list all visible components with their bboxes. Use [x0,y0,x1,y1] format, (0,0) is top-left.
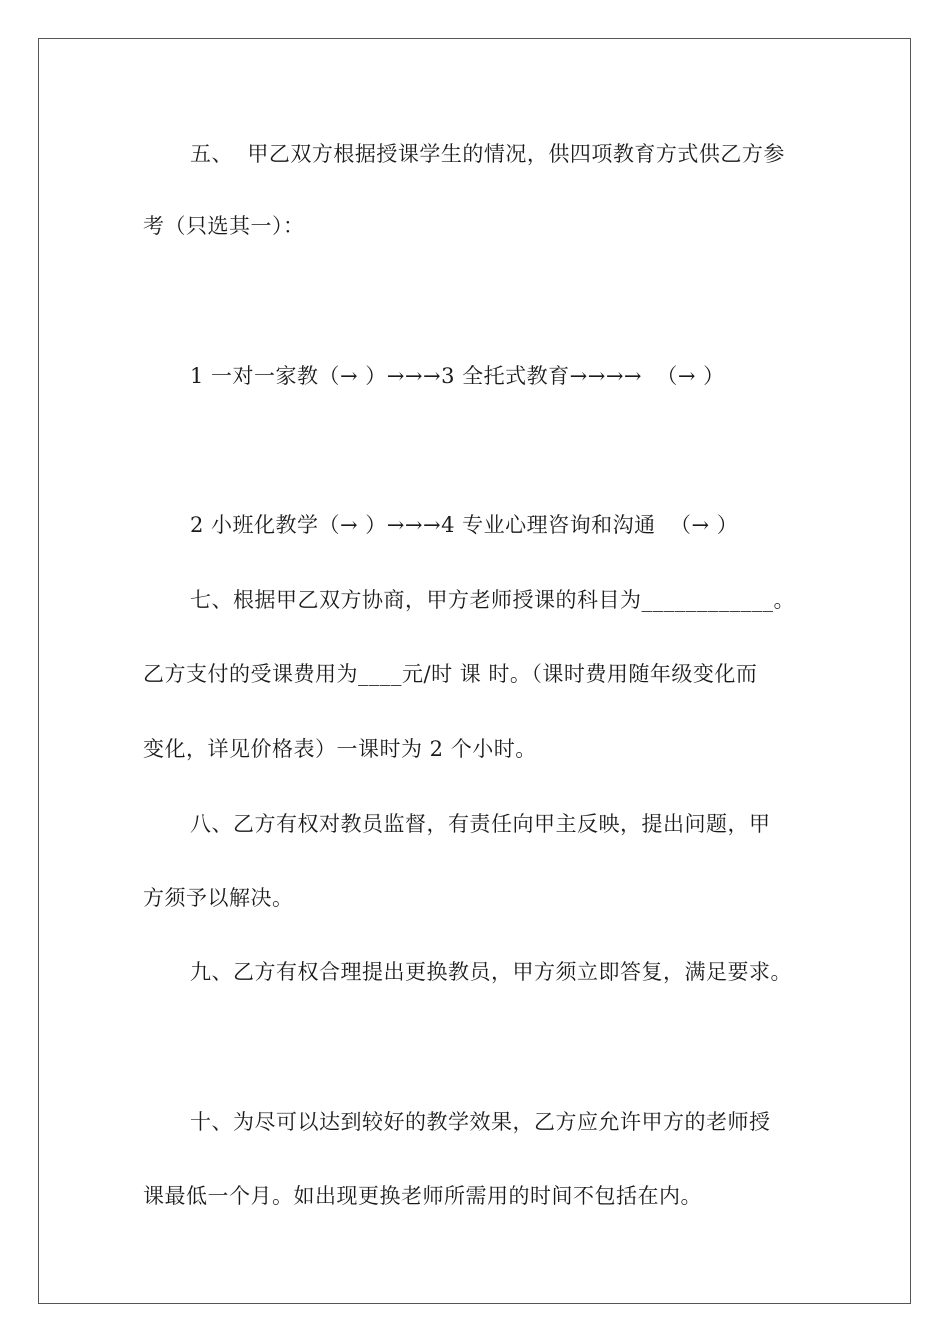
clause-10-line-2: 课最低一个月。如出现更换老师所需用的时间不包括在内。 [143,1184,702,1208]
clause-8-line-2: 方须予以解决。 [143,886,294,910]
option-line-2: 2 小班化教学（→ ）→→→4 专业心理咨询和沟通 （→ ） [190,513,739,537]
clause-9-line-1: 九、乙方有权合理提出更换教员，甲方须立即答复，满足要求。 [190,960,792,984]
clause-7-line-1: 七、根据甲乙双方协商，甲方老师授课的科目为____________。 [190,588,795,612]
clause-5-line-2: 考（只选其一）： [143,214,305,238]
clause-7-line-3: 变化，详见价格表）一课时为 2 个小时。 [143,737,537,761]
clause-8-line-1: 八、乙方有权对教员监督，有责任向甲主反映，提出问题，甲 [190,812,771,836]
clause-7-line-2: 乙方支付的受课费用为____元/时 课 时。（课时费用随年级变化而 [143,662,758,686]
option-line-1: 1 一对一家教（→ ）→→→3 全托式教育→→→→ （→ ） [190,364,725,388]
clause-5-line-1: 五、 甲乙双方根据授课学生的情况，供四项教育方式供乙方参 [190,142,785,166]
clause-10-line-1: 十、为尽可以达到较好的教学效果，乙方应允许甲方的老师授 [190,1110,771,1134]
